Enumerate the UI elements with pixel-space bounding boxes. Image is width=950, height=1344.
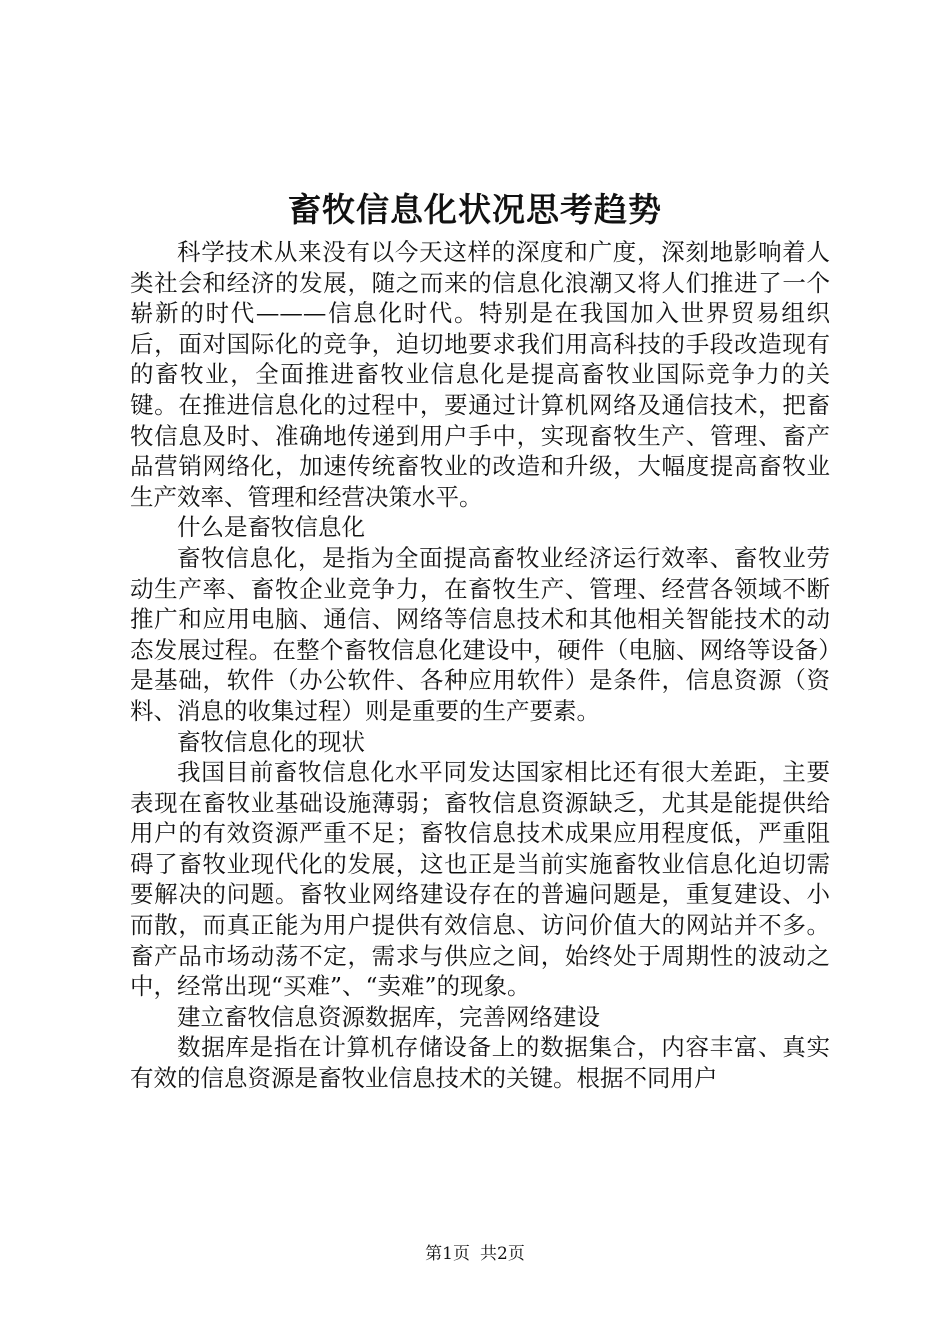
section-heading-what-is: 什么是畜牧信息化: [177, 513, 365, 542]
document-body: [130, 237, 830, 1094]
paragraph-definition: 畜牧信息化，是指为全面提高畜牧业经济运行效率、畜牧业劳动生产率、畜牧企业竞争力，在畜牧生产、管理、经营各领域不断推广和应用电脑、通信、网络等信息技术和其他相关智能技术的动态发展过程。在整个畜牧信息化建设中，硬件（电脑、网络等设备）是基础，软件（办公软件、各种应用软件）是条件，信息资源（资料、消息的收集过程）则是重要的生产要素。: [130, 543, 830, 725]
page-number: 第1页: [425, 1244, 470, 1264]
paragraph-status: 我国目前畜牧信息化水平同发达国家相比还有很大差距，主要表现在畜牧业基础设施薄弱；畜牧信息资源缺乏，尤其是能提供给用户的有效资源严重不足；畜牧信息技术成果应用程度低，严重阻碍了畜牧业现代化的发展，这也正是当前实施畜牧业信息化迫切需要解决的问题。畜牧业网络建设存在的普遍问题是，重复建设、小而散，而真正能为用户提供有效信息、访问价值大的网站并不多。畜产品市场动荡不定，需求与供应之间，始终处于周期性的波动之中，经常出现“买难”、“卖难”的现象。: [130, 758, 830, 1001]
document-title: 畜牧信息化状况思考趋势: [288, 190, 662, 229]
page-footer: [0, 1242, 950, 1266]
page-total: 共2页: [480, 1244, 525, 1264]
paragraph-intro: 科学技术从来没有以今天这样的深度和广度，深刻地影响着人类社会和经济的发展，随之而来的信息化浪潮又将人们推进了一个崭新的时代———信息化时代。特别是在我国加入世界贸易组织后，面对国际化的竞争，迫切地要求我们用高科技的手段改造现有的畜牧业，全面推进畜牧业信息化是提高畜牧业国际竞争力的关键。在推进信息化的过程中，要通过计算机网络及通信技术，把畜牧信息及时、准确地传递到用户手中，实现畜牧生产、管理、畜产品营销网络化，加速传统畜牧业的改造和升级，大幅度提高畜牧业生产效率、管理和经营决策水平。: [130, 238, 830, 511]
section-heading-status: 畜牧信息化的现状: [177, 727, 365, 756]
section-heading-database: 建立畜牧信息资源数据库，完善网络建设: [177, 1002, 600, 1031]
paragraph-database: 数据库是指在计算机存储设备上的数据集合，内容丰富、真实有效的信息资源是畜牧业信息技术的关键。根据不同用户: [130, 1033, 830, 1093]
